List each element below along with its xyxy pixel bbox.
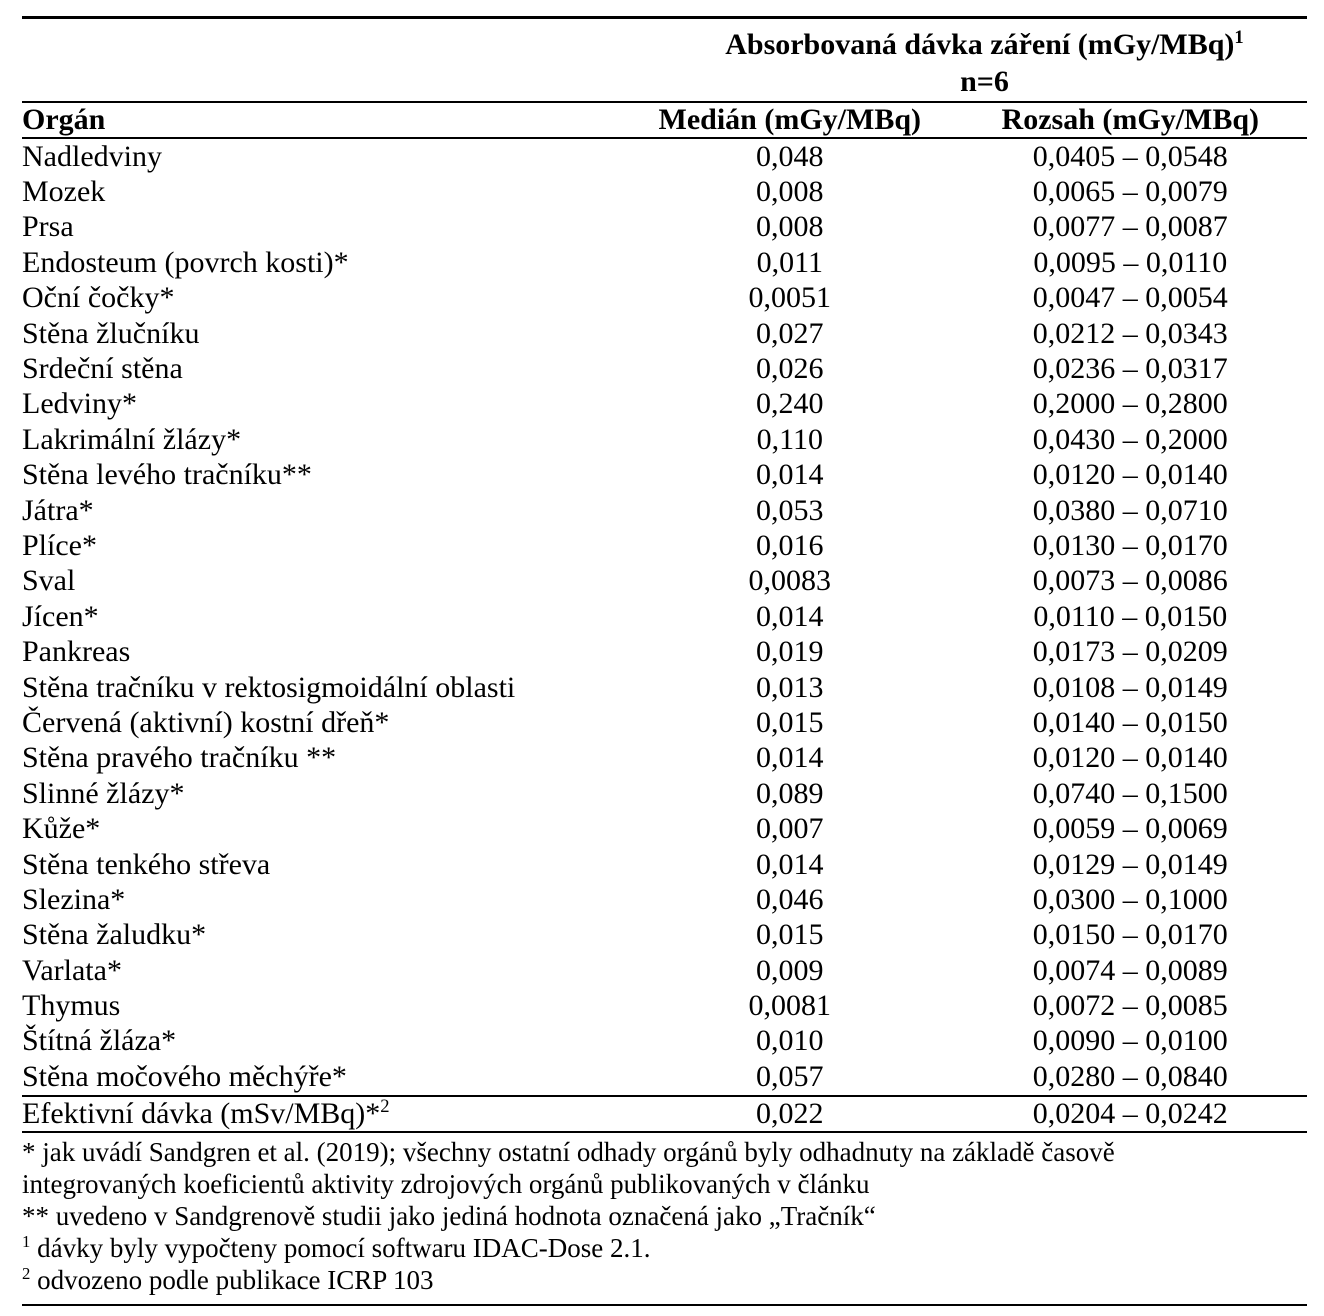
organ-cell: Jícen* bbox=[22, 599, 99, 633]
range-cell: 0,0108 – 0,0149 bbox=[1032, 670, 1228, 704]
table-row bbox=[22, 705, 1307, 740]
summary-median-cell: 0,022 bbox=[626, 1096, 954, 1132]
organ-cell: Stěna tenkého střeva bbox=[22, 847, 271, 881]
span-header-row bbox=[22, 18, 1307, 103]
organ-cell: Prsa bbox=[22, 210, 74, 244]
median-cell: 0,0083 bbox=[748, 564, 832, 598]
median-cell: 0,048 bbox=[756, 139, 824, 173]
range-cell: 0,0073 – 0,0086 bbox=[1032, 564, 1228, 598]
range-cell: 0,0405 – 0,0548 bbox=[1032, 139, 1228, 173]
table-row bbox=[22, 351, 1307, 386]
table-row bbox=[22, 988, 1307, 1023]
organ-cell: Pankreas bbox=[22, 635, 131, 669]
summary-range-cell: 0,0204 – 0,0242 bbox=[954, 1096, 1307, 1132]
median-cell: 0,007 bbox=[756, 812, 824, 846]
table-row bbox=[22, 634, 1307, 669]
footnote bbox=[22, 1264, 1262, 1296]
footnote bbox=[22, 1200, 1262, 1232]
table-row bbox=[22, 1024, 1307, 1059]
table-row bbox=[22, 493, 1307, 528]
organ-cell: Sval bbox=[22, 564, 76, 598]
table-row bbox=[22, 422, 1307, 457]
table-row bbox=[22, 599, 1307, 634]
range-cell: 0,0236 – 0,0317 bbox=[1032, 352, 1228, 386]
footnote-text: dávky byly vypočteny pomocí softwaru IDAC-Dose 2.1. bbox=[37, 1232, 651, 1263]
median-cell: 0,053 bbox=[756, 493, 824, 527]
organ-cell: Kůže* bbox=[22, 812, 101, 846]
range-cell: 0,0740 – 0,1500 bbox=[1032, 776, 1228, 810]
median-cell: 0,014 bbox=[756, 741, 824, 775]
table-row bbox=[22, 847, 1307, 882]
median-cell: 0,011 bbox=[756, 245, 823, 279]
range-cell: 0,0280 – 0,0840 bbox=[1032, 1059, 1228, 1093]
summary-row bbox=[22, 1096, 1307, 1132]
range-cell: 0,0120 – 0,0140 bbox=[1032, 741, 1228, 775]
median-cell: 0,008 bbox=[756, 175, 824, 209]
median-cell: 0,027 bbox=[756, 316, 824, 350]
footnote-text: jak uvádí Sandgren et al. (2019); všechny ostatní odhady orgánů byly odhadnuty na základě časově integrovaných koeficientů aktivity zdrojových orgánů publikovaných v článku bbox=[22, 1136, 1115, 1199]
range-cell: 0,0072 – 0,0085 bbox=[1032, 989, 1228, 1023]
table-row bbox=[22, 918, 1307, 953]
table-row bbox=[22, 138, 1307, 174]
median-cell: 0,008 bbox=[756, 210, 824, 244]
median-cell: 0,015 bbox=[756, 918, 824, 952]
range-cell: 0,0059 – 0,0069 bbox=[1032, 812, 1228, 846]
summary-footnote-ref: 2 bbox=[380, 1095, 390, 1117]
median-cell: 0,046 bbox=[756, 882, 824, 916]
table-row bbox=[22, 210, 1307, 245]
footnote-marker: * bbox=[22, 1136, 36, 1167]
organ-cell: Játra* bbox=[22, 493, 94, 527]
organ-cell: Mozek bbox=[22, 175, 106, 209]
organ-cell: Srdeční stěna bbox=[22, 352, 183, 386]
organ-cell: Stěna tračníku v rektosigmoidální oblasti bbox=[22, 670, 516, 704]
summary-organ-text: Efektivní dávka (mSv/MBq)* bbox=[22, 1096, 381, 1130]
range-cell: 0,0047 – 0,0054 bbox=[1032, 281, 1228, 315]
median-cell: 0,015 bbox=[756, 705, 824, 739]
range-cell: 0,0173 – 0,0209 bbox=[1032, 635, 1228, 669]
median-cell: 0,0051 bbox=[748, 281, 832, 315]
column-header-median: Medián (mGy/MBq) bbox=[626, 102, 954, 138]
median-cell: 0,026 bbox=[756, 352, 824, 386]
organ-cell: Nadledviny bbox=[22, 139, 162, 173]
empty-header-cell bbox=[22, 18, 626, 103]
table-title-cell bbox=[626, 18, 1307, 103]
organ-cell: Thymus bbox=[22, 989, 121, 1023]
organ-cell: Varlata* bbox=[22, 953, 122, 987]
dose-table bbox=[22, 16, 1307, 1133]
table-row bbox=[22, 458, 1307, 493]
column-header-range: Rozsah (mGy/MBq) bbox=[954, 102, 1307, 138]
range-cell: 0,2000 – 0,2800 bbox=[1032, 387, 1228, 421]
footnote bbox=[22, 1136, 1262, 1200]
median-cell: 0,013 bbox=[756, 670, 824, 704]
sample-size: n=6 bbox=[960, 65, 1009, 98]
footnote-marker: 1 bbox=[22, 1231, 31, 1251]
range-cell: 0,0212 – 0,0343 bbox=[1032, 316, 1228, 350]
median-cell: 0,110 bbox=[756, 422, 823, 456]
median-cell: 0,014 bbox=[756, 599, 824, 633]
table-row bbox=[22, 776, 1307, 811]
column-header-organ: Orgán bbox=[22, 102, 626, 138]
table-row bbox=[22, 316, 1307, 351]
median-cell: 0,009 bbox=[756, 953, 824, 987]
range-cell: 0,0380 – 0,0710 bbox=[1032, 493, 1228, 527]
table-row bbox=[22, 811, 1307, 846]
organ-cell: Endosteum (povrch kosti)* bbox=[22, 245, 349, 279]
range-cell: 0,0150 – 0,0170 bbox=[1032, 918, 1228, 952]
range-cell: 0,0110 – 0,0150 bbox=[1033, 599, 1228, 633]
organ-cell: Stěna žlučníku bbox=[22, 316, 200, 350]
summary-organ-cell bbox=[22, 1096, 626, 1132]
table-row bbox=[22, 528, 1307, 563]
range-cell: 0,0300 – 0,1000 bbox=[1032, 882, 1228, 916]
table-title bbox=[662, 25, 1307, 65]
range-cell: 0,0074 – 0,0089 bbox=[1032, 953, 1228, 987]
range-cell: 0,0430 – 0,2000 bbox=[1032, 422, 1228, 456]
table-row bbox=[22, 245, 1307, 280]
footnote-marker: ** bbox=[22, 1200, 49, 1231]
median-cell: 0,014 bbox=[756, 458, 824, 492]
table-row bbox=[22, 387, 1307, 422]
table-row bbox=[22, 174, 1307, 209]
organ-cell: Červená (aktivní) kostní dřeň* bbox=[22, 705, 390, 739]
range-cell: 0,0065 – 0,0079 bbox=[1032, 175, 1228, 209]
range-cell: 0,0129 – 0,0149 bbox=[1032, 847, 1228, 881]
table-title-footnote-ref: 1 bbox=[1234, 27, 1244, 48]
table-row bbox=[22, 741, 1307, 776]
median-cell: 0,019 bbox=[756, 635, 824, 669]
median-cell: 0,0081 bbox=[748, 989, 832, 1023]
range-cell: 0,0140 – 0,0150 bbox=[1032, 705, 1228, 739]
range-cell: 0,0077 – 0,0087 bbox=[1032, 210, 1228, 244]
median-cell: 0,240 bbox=[756, 387, 824, 421]
footnote-text: odvozeno podle publikace ICRP 103 bbox=[37, 1264, 434, 1295]
median-cell: 0,057 bbox=[756, 1059, 824, 1093]
table-row bbox=[22, 953, 1307, 988]
organ-cell: Oční čočky* bbox=[22, 281, 175, 315]
organ-cell: Stěna pravého tračníku ** bbox=[22, 741, 337, 775]
median-cell: 0,014 bbox=[756, 847, 824, 881]
range-cell: 0,0090 – 0,0100 bbox=[1032, 1024, 1228, 1058]
table-row bbox=[22, 564, 1307, 599]
footnote-text: uvedeno v Sandgrenově studii jako jediná hodnota označená jako „Tračník“ bbox=[55, 1200, 876, 1231]
range-cell: 0,0095 – 0,0110 bbox=[1033, 245, 1228, 279]
organ-cell: Slezina* bbox=[22, 882, 126, 916]
table-row bbox=[22, 281, 1307, 316]
range-cell: 0,0120 – 0,0140 bbox=[1032, 458, 1228, 492]
footnotes bbox=[22, 1133, 1307, 1306]
organ-cell: Štítná žláza* bbox=[22, 1024, 177, 1058]
organ-cell: Stěna žaludku* bbox=[22, 918, 207, 952]
organ-cell: Lakrimální žlázy* bbox=[22, 422, 242, 456]
organ-cell: Slinné žlázy* bbox=[22, 776, 185, 810]
organ-cell: Stěna močového měchýře* bbox=[22, 1059, 347, 1093]
organ-cell: Stěna levého tračníku** bbox=[22, 458, 312, 492]
organ-cell: Plíce* bbox=[22, 528, 97, 562]
organ-cell: Ledviny* bbox=[22, 387, 137, 421]
median-cell: 0,010 bbox=[756, 1024, 824, 1058]
median-cell: 0,016 bbox=[756, 528, 824, 562]
footnote bbox=[22, 1232, 1262, 1264]
table-row bbox=[22, 670, 1307, 705]
column-header-row bbox=[22, 102, 1307, 138]
table-row bbox=[22, 882, 1307, 917]
table-title-text: Absorbovaná dávka záření (mGy/MBq) bbox=[725, 28, 1235, 61]
footnote-marker: 2 bbox=[22, 1263, 31, 1283]
median-cell: 0,089 bbox=[756, 776, 824, 810]
range-cell: 0,0130 – 0,0170 bbox=[1032, 528, 1228, 562]
table-row bbox=[22, 1059, 1307, 1095]
